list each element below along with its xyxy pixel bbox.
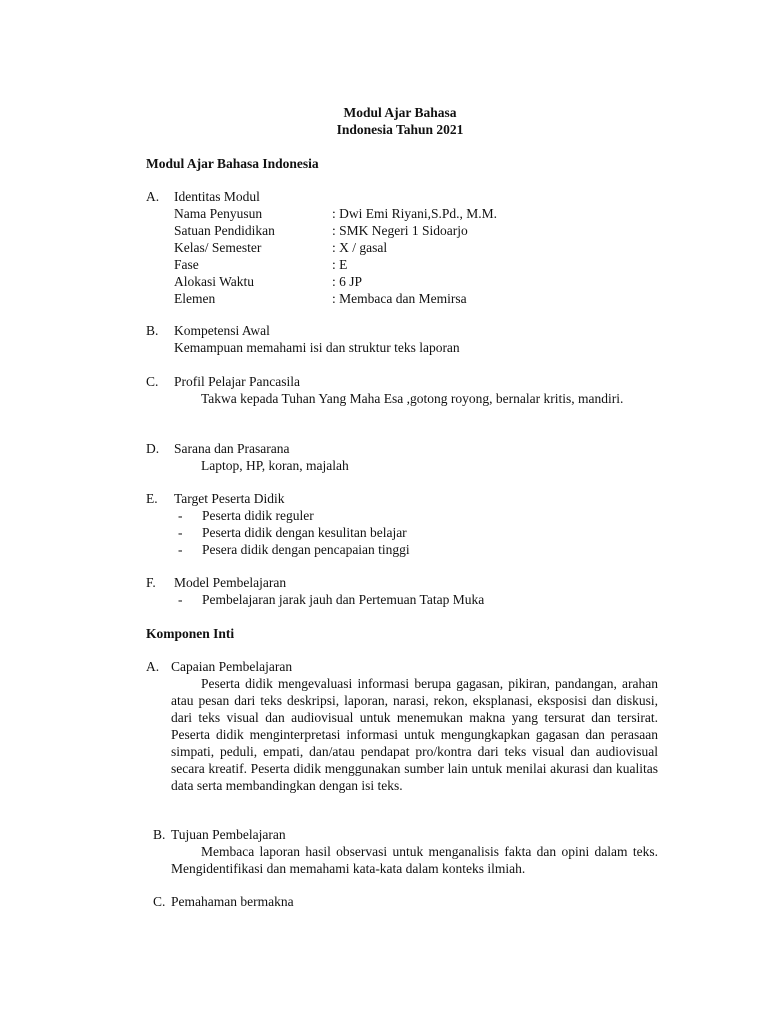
section-c-heading: Profil Pelajar Pancasila [174,374,300,389]
list-item: Peserta didik reguler [202,508,314,523]
section-a-heading: Identitas Modul [174,189,260,204]
section-b-text: Kemampuan memahami isi dan struktur teks laporan [174,340,460,355]
main-heading: Modul Ajar Bahasa Indonesia [146,156,319,171]
section-d-heading: Sarana dan Prasarana [174,441,290,456]
section-b-heading: Kompetensi Awal [174,323,270,338]
identity-value: : 6 JP [332,274,363,289]
identity-value: : X / gasal [332,240,388,255]
inti-b-marker: B. [153,827,166,842]
section-e-marker: E. [146,491,158,506]
section-c-marker: C. [146,374,159,389]
identity-key: Alokasi Waktu [174,274,255,289]
inti-a-text: Peserta didik mengevaluasi informasi berupa gagasan, pikiran, pandangan, arahan atau pesan dari teks deskripsi, laporan, narasi, rekon, eksplanasi, eksposisi dan diskusi, dari teks visual dan audiovisual untuk menemukan makna yang tersurat dan tersirat. Peserta didik menginterpretasi informasi untuk mengungkapkan gagasan dan perasaan simpati, peduli, empati, dan/atau pendapat pro/kontra dari teks visual dan audiovisual secara kreatif. Peserta didik menggunakan sumber lain untuk menilai akurasi dan kualitas data serta membandingkan dengan isi teks. [171,676,658,793]
bullet-dash: - [178,542,183,557]
list-item: Pesera didik dengan pencapaian tinggi [202,542,410,557]
identity-key: Fase [174,257,199,272]
section-c-text: Takwa kepada Tuhan Yang Maha Esa ,gotong royong, bernalar kritis, mandiri. [201,391,624,406]
identity-key: Kelas/ Semester [174,240,262,255]
inti-b-heading: Tujuan Pembelajaran [171,827,286,842]
bullet-dash: - [178,508,183,523]
list-item: Peserta didik dengan kesulitan belajar [202,525,407,540]
section-d-text: Laptop, HP, koran, majalah [201,458,349,473]
inti-c-marker: C. [153,894,166,909]
identity-key: Elemen [174,291,216,306]
list-item: Pembelajaran jarak jauh dan Pertemuan Tatap Muka [202,592,485,607]
komponen-inti-heading: Komponen Inti [146,626,235,641]
identity-value: : Membaca dan Memirsa [332,291,467,306]
inti-c-heading: Pemahaman bermakna [171,894,294,909]
section-d-marker: D. [146,441,160,456]
document-title-line-1: Modul Ajar Bahasa [343,105,457,120]
identity-value: : SMK Negeri 1 Sidoarjo [332,223,468,238]
identity-value: : E [332,257,348,272]
identity-key: Satuan Pendidikan [174,223,275,238]
document-title-line-2: Indonesia Tahun 2021 [336,122,464,137]
section-e-heading: Target Peserta Didik [174,491,285,506]
inti-a-marker: A. [146,659,160,674]
inti-a-heading: Capaian Pembelajaran [171,659,293,674]
section-a-marker: A. [146,189,160,204]
identity-key: Nama Penyusun [174,206,263,221]
identity-value: : Dwi Emi Riyani,S.Pd., M.M. [332,206,498,221]
section-f-marker: F. [146,575,156,590]
inti-b-text: Membaca laporan hasil observasi untuk menganalisis fakta dan opini dalam teks. Mengidentifikasi dan memahami kata-kata dalam konteks ilmiah. [171,844,658,876]
bullet-dash: - [178,525,183,540]
section-b-marker: B. [146,323,159,338]
section-f-heading: Model Pembelajaran [174,575,287,590]
bullet-dash: - [178,592,183,607]
